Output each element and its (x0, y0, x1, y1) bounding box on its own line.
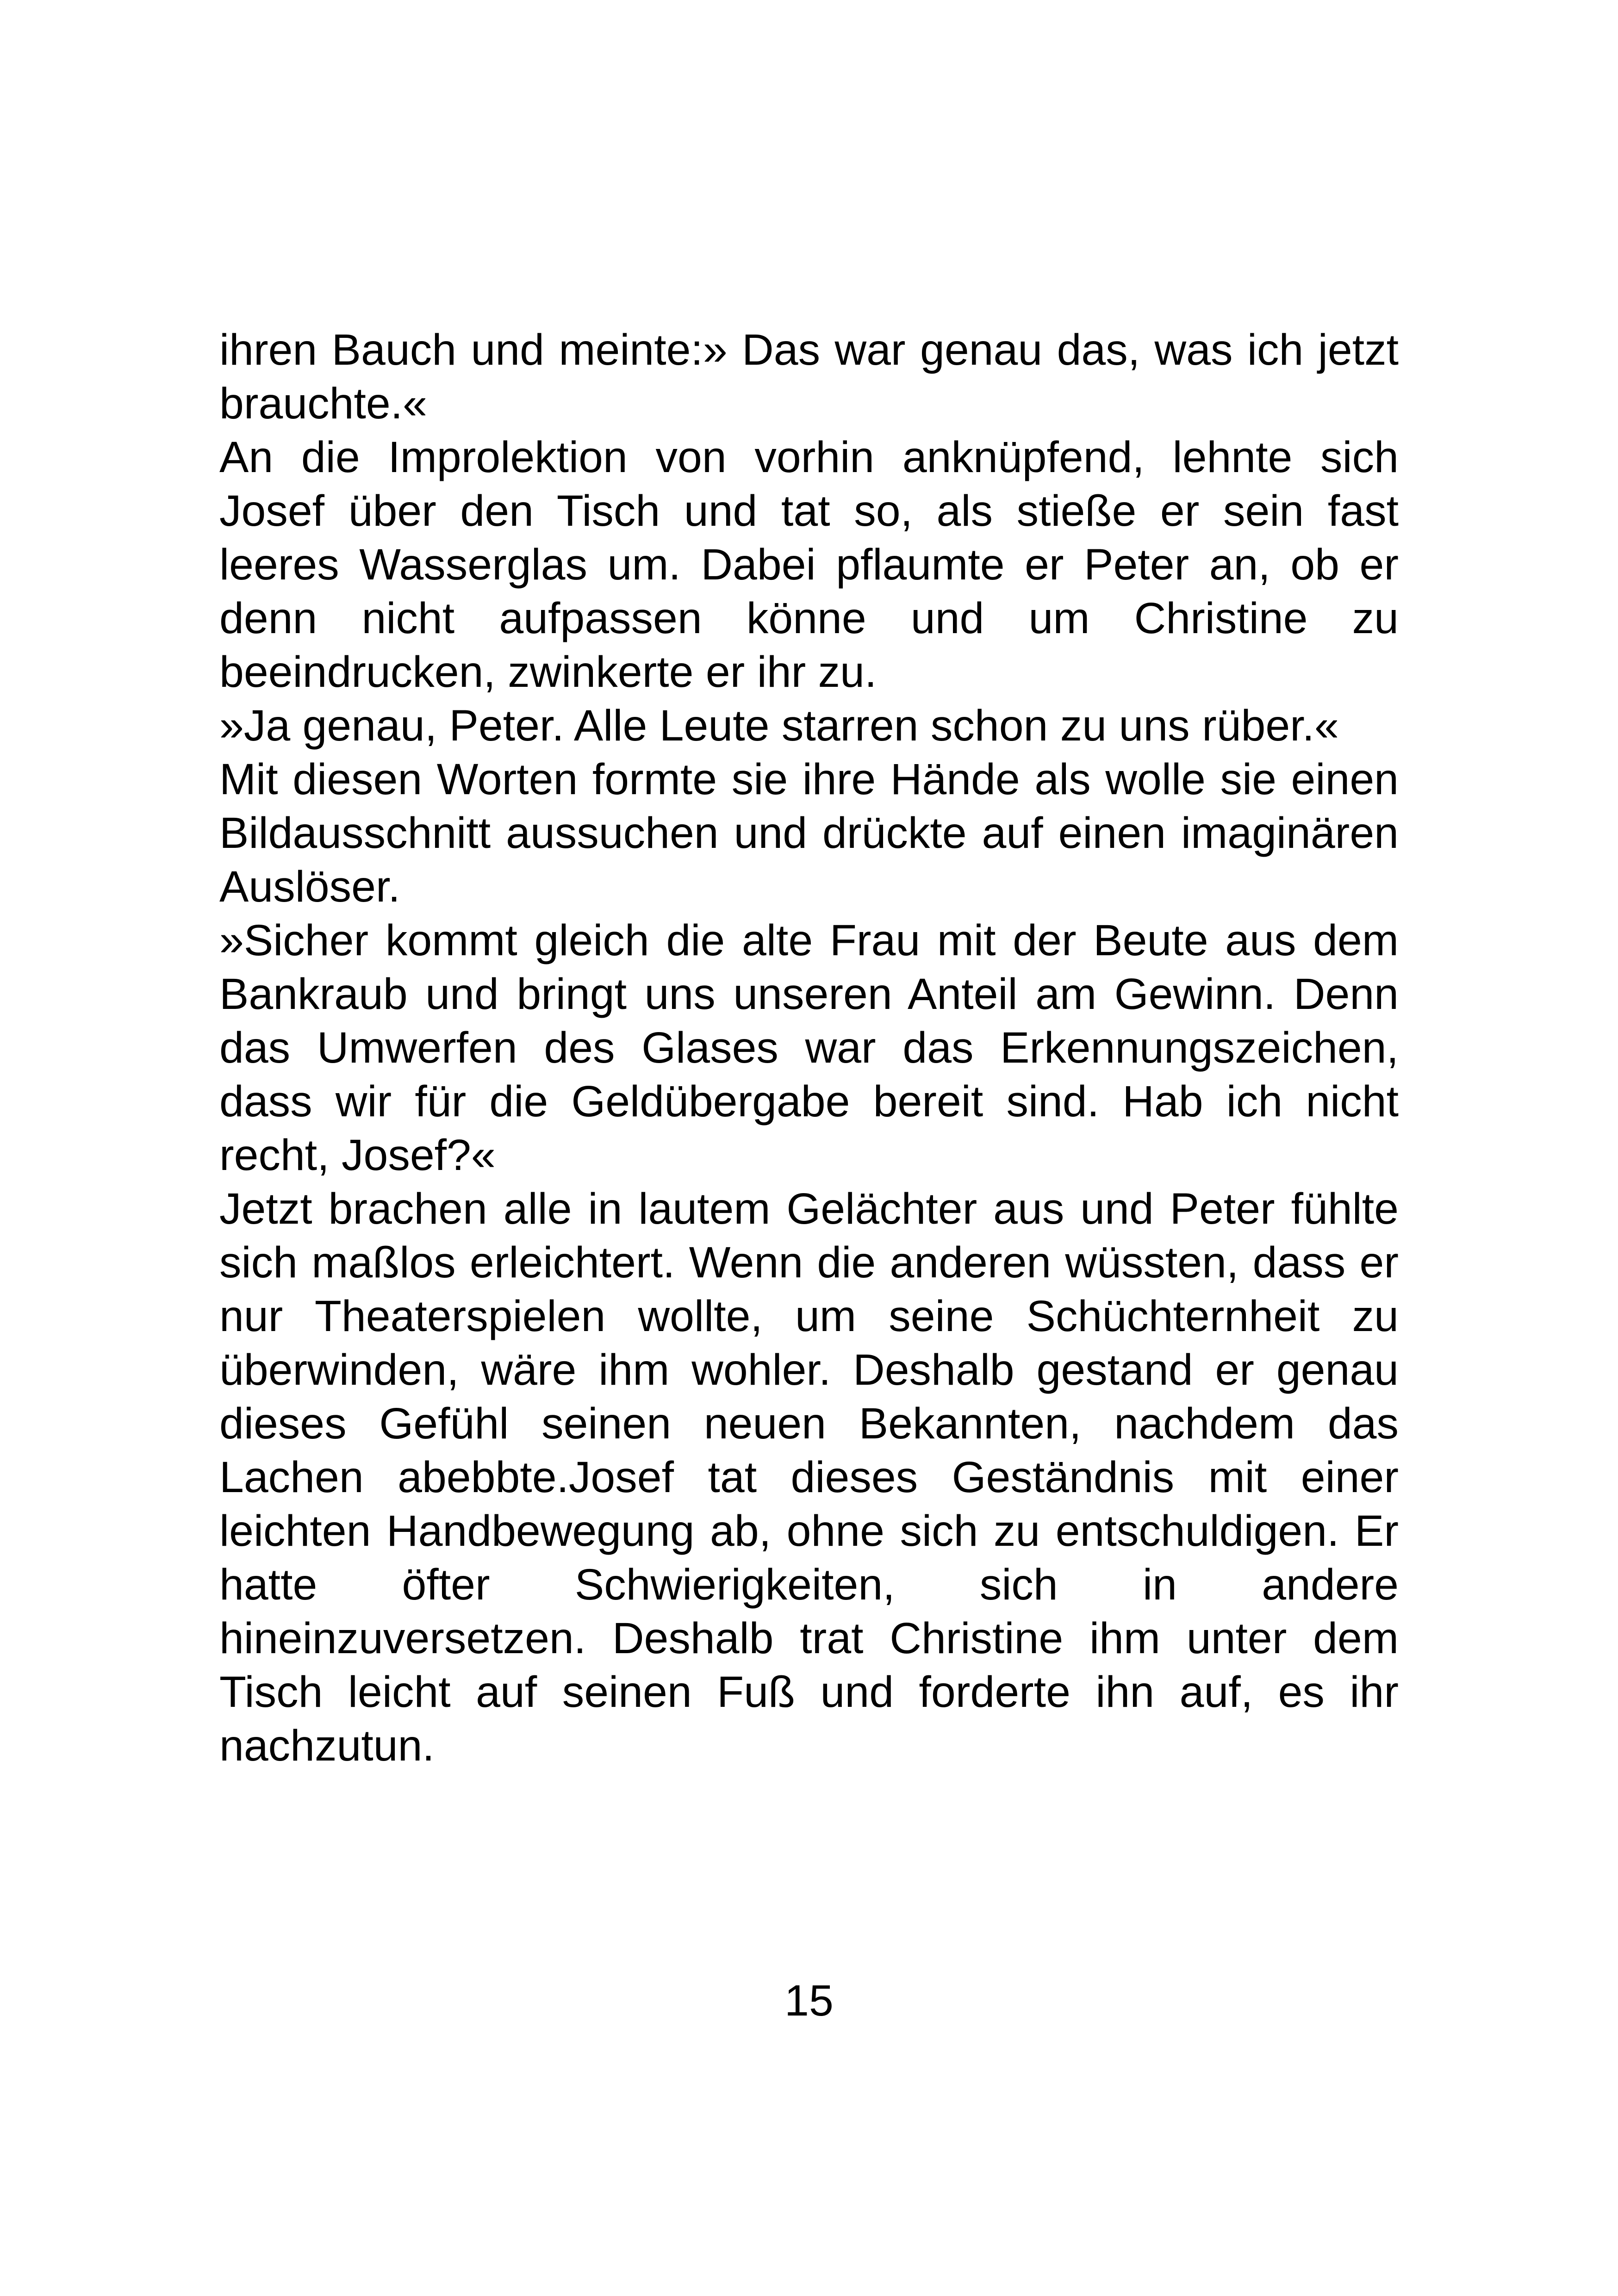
paragraph: ihren Bauch und meinte:» Das war genau das, was ich jetzt brauchte.« (219, 325, 1399, 428)
paragraph: Mit diesen Worten formte sie ihre Hände als wolle sie einen Bildausschnitt aussuchen und drückte auf einen imaginären Auslöser. (219, 755, 1399, 911)
paragraph: An die Improlektion von vorhin anknüpfend, lehnte sich Josef über den Tisch und tat so, als stieße er sein fast leeres Wasserglas um. Dabei pflaumte er Peter an, ob er denn nicht aufpassen könne und um Christine zu beeindrucken, zwinkerte er ihr zu. (219, 433, 1399, 697)
paragraph: »Ja genau, Peter. Alle Leute starren schon zu uns rüber.« (219, 701, 1339, 750)
page-body (219, 323, 1399, 1773)
paragraph: Jetzt brachen alle in lautem Gelächter aus und Peter fühlte sich maßlos erleichtert. Wenn die anderen wüssten, dass er nur Theaterspielen wollte, um seine Schüchternheit zu überwinden, wäre ihm wohler. Deshalb gestand er genau dieses Gefühl seinen neuen Bekannten, nachdem das Lachen abebbte.Josef tat dieses Geständnis mit einer leichten Handbewegung ab, ohne sich zu entschuldigen. Er hatte öfter Schwierigkeiten, sich in andere hineinzuversetzen. Deshalb trat Christine ihm unter dem Tisch leicht auf seinen Fuß und forderte ihn auf, es ihr nachzutun. (219, 1184, 1399, 1770)
page-number: 15 (784, 1976, 834, 2025)
paragraph: »Sicher kommt gleich die alte Frau mit der Beute aus dem Bankraub und bringt uns unseren Anteil am Gewinn. Denn das Umwerfen des Glases war das Erkennungszeichen, dass wir für die Geldübergabe bereit sind. Hab ich nicht recht, Josef?« (219, 916, 1399, 1180)
